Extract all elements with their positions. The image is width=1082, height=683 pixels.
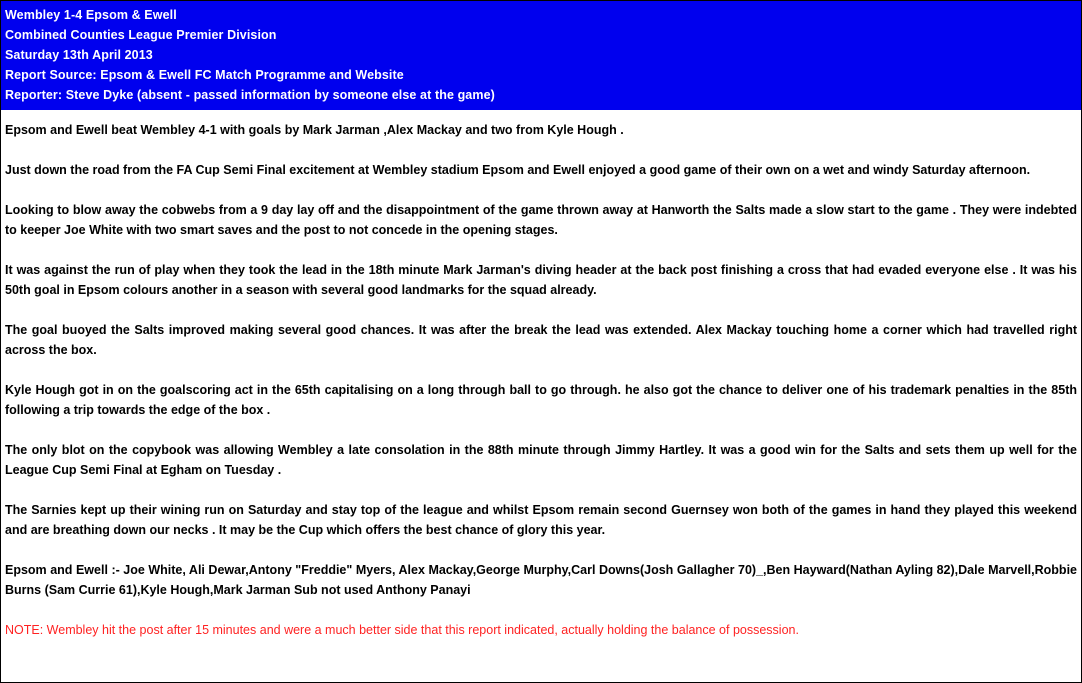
header-reporter: Reporter: Steve Dyke (absent - passed information by someone else at the game) [5,88,495,102]
report-paragraph-6: Kyle Hough got in on the goalscoring act in the 65th capitalising on a long through ball to go through. he also got the chance to deliver one of his trademark penalties in the 85th following a trip towards the edge of the box . [5,383,1077,417]
report-note: NOTE: Wembley hit the post after 15 minutes and were a much better side that this report indicated, actually holding the balance of possession. [5,623,799,637]
report-header [1,1,1081,110]
header-report-source: Report Source: Epsom & Ewell FC Match Programme and Website [5,68,404,82]
header-date: Saturday 13th April 2013 [5,48,153,62]
report-paragraph-3: Looking to blow away the cobwebs from a 9 day lay off and the disappointment of the game thrown away at Hanworth the Salts made a slow start to the game . They were indebted to keeper Joe White with two smart saves and the post to not concede in the opening stages. [5,203,1077,237]
report-paragraph-5: The goal buoyed the Salts improved making several good chances. It was after the break the lead was extended. Alex Mackay touching home a corner which had travelled right across the box. [5,323,1077,357]
report-body [1,110,1081,682]
report-paragraph-2: Just down the road from the FA Cup Semi Final excitement at Wembley stadium Epsom and Ewell enjoyed a good game of their own on a wet and windy Saturday afternoon. [5,163,1031,177]
report-paragraph-1: Epsom and Ewell beat Wembley 4-1 with goals by Mark Jarman ,Alex Mackay and two from Kyle Hough . [5,123,624,137]
report-paragraph-4: It was against the run of play when they took the lead in the 18th minute Mark Jarman's diving header at the back post finishing a cross that had evaded everyone else . It was his 50th goal in Epsom colours another in a season with several good landmarks for the squad already. [5,263,1077,297]
header-competition: Combined Counties League Premier Division [5,28,277,42]
team-lineup: Epsom and Ewell :- Joe White, Ali Dewar,Antony "Freddie" Myers, Alex Mackay,George Murphy,Carl Downs(Josh Gallagher 70)_,Ben Hayward(Nathan Ayling 82),Dale Marvell,Robbie Burns (Sam Currie 61),Kyle Hough,Mark Jarman Sub not used Anthony Panayi [5,563,1077,597]
header-match-title: Wembley 1-4 Epsom & Ewell [5,8,177,22]
report-paragraph-8: The Sarnies kept up their wining run on Saturday and stay top of the league and whilst Epsom remain second Guernsey won both of the games in hand they played this weekend and are breathing down our necks . It may be the Cup which offers the best chance of glory this year. [5,503,1077,537]
report-paragraph-7: The only blot on the copybook was allowing Wembley a late consolation in the 88th minute through Jimmy Hartley. It was a good win for the Salts and sets them up well for the League Cup Semi Final at Egham on Tuesday . [5,443,1077,477]
